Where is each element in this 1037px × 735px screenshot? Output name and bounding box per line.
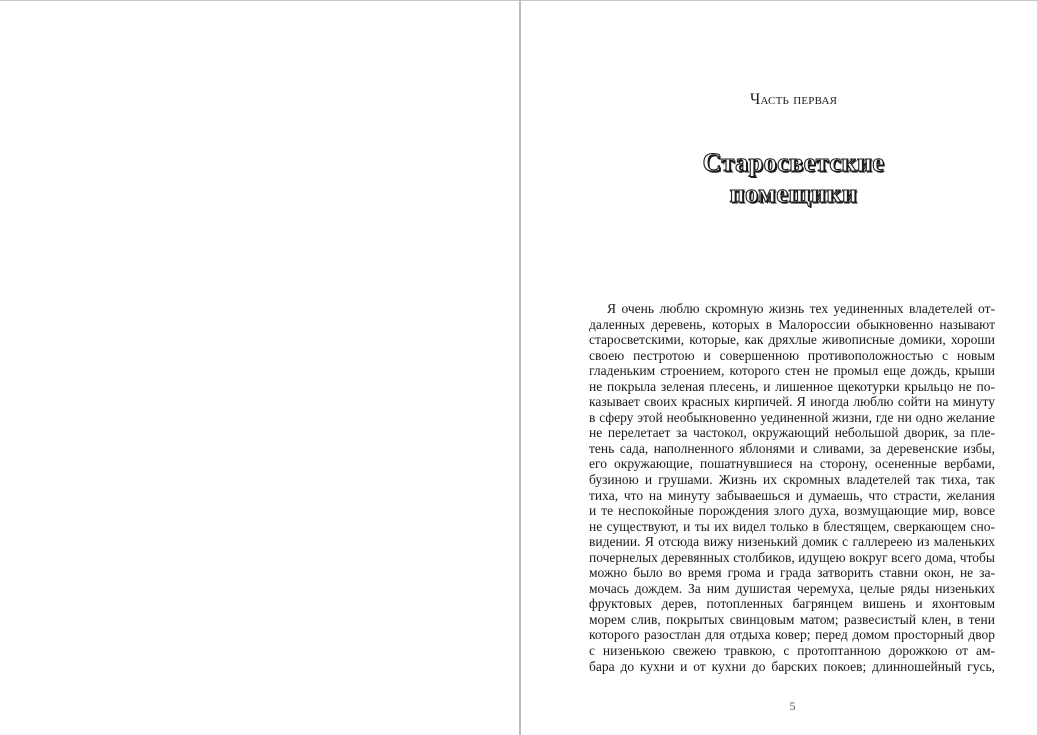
text-line: мочась дождем. За ним душистая черемуха, целые ряды низеньких [589,580,995,596]
left-page-blank [0,1,519,735]
part-label: Часть первая [749,91,838,108]
right-page [521,1,1037,735]
text-line: не покрыла зеленая плесень, и лишенное щекотурки крыльцо не по- [589,378,995,394]
story-title-line: Старосветские [702,148,885,177]
story-title-line: помещики [729,179,858,208]
text-line: с низенькою свежею травкою, с протоптанною дорожкою от ам- [589,643,995,659]
text-line: не существуют, и ты их видел только в блестящем, сверкающем сно- [589,518,995,534]
text-line: казывает своих красных кирпичей. Я иногда люблю сойти на минуту [589,394,995,410]
text-line: можно было во время грома и града затворить ставни окон, не за- [589,565,995,581]
text-line: не перелетает за частокол, окружающий небольшой дворик, за пле- [589,425,995,441]
text-line: его окружающие, пошатнувшиеся на сторону, осененные вербами, [589,456,995,472]
story-title [521,147,1037,209]
text-line: бара до кухни и от кухни до барских покоев; длинношейный гусь, [589,658,995,674]
text-line: даленных деревень, которых в Малороссии обыкновенно называют [589,316,995,332]
text-line: старосветскими, которые, как дряхлые живописные домики, хороши [589,332,995,348]
text-line: почернелых деревянных столбиков, идущею вокруг всего дома, чтобы [589,549,995,565]
text-line: фруктовых дерев, потопленных багрянцем вишень и яхонтовым [589,596,995,612]
text-line: которого разостлан для отдыха ковер; перед домом просторный двор [589,627,995,643]
text-line: видении. Я отсюда вижу низенький домик с галлереею из маленьких [589,534,995,550]
text-line: своею пестротою и совершенною противоположностью с новым [589,347,995,363]
body-text [589,301,995,674]
text-line: и те неспокойные порождения злого духа, возмущающие мир, вовсе [589,503,995,519]
text-line: Я очень люблю скромную жизнь тех уединенных владетелей от- [607,301,995,316]
text-line: тень сада, наполненного яблонями и сливами, за деревенские избы, [589,440,995,456]
text-line: в сферу этой необыкновенно уединенной жизни, где ни одно желание [589,409,995,425]
page-number: 5 [789,699,796,713]
text-line: морем слив, покрытых свинцовым матом; развесистый клен, в тени [589,611,995,627]
text-line: тиха, что на минуту забываешься и думаешь, что страсти, желания [589,487,995,503]
text-line: бузиною и грушами. Жизнь их скромных владетелей так тиха, так [589,472,995,488]
text-line: гладеньким строением, которого стен не промыл еще дождь, крыши [589,363,995,379]
